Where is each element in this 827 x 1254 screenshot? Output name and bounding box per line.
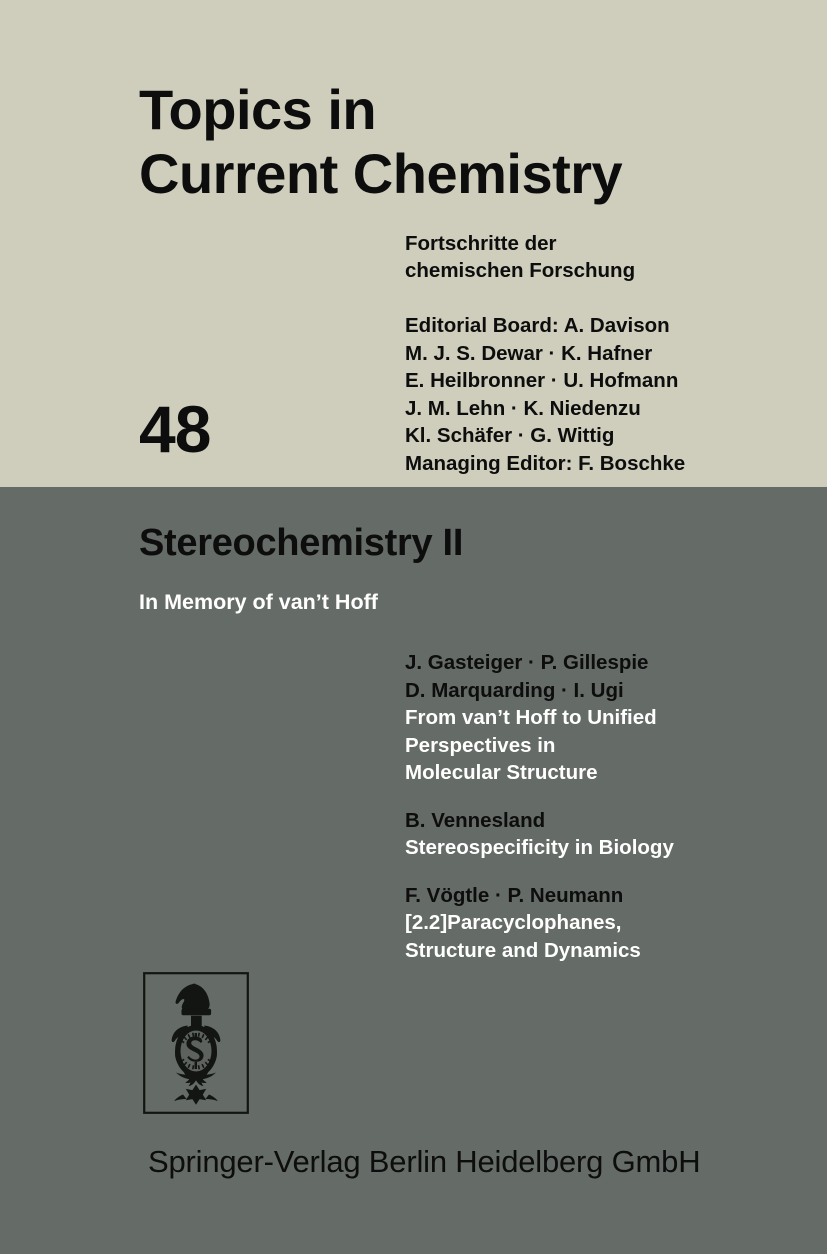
- contributions-list: [405, 649, 815, 964]
- contribution-item: [405, 649, 815, 787]
- editorial-board-line: E. Heilbronner · U. Hofmann: [405, 369, 679, 392]
- series-title: [139, 78, 799, 206]
- contribution-author-line: J. Gasteiger · P. Gillespie: [405, 651, 649, 674]
- contribution-author-line: F. Vögtle · P. Neumann: [405, 883, 624, 907]
- editorial-board-line: M. J. S. Dewar · K. Hafner: [405, 341, 653, 365]
- contribution-title: [405, 834, 815, 862]
- contribution-item: [405, 882, 815, 965]
- volume-number: 48: [139, 392, 211, 466]
- contribution-title-line: Perspectives in: [405, 733, 556, 757]
- editorial-board-line: Managing Editor: F. Boschke: [405, 451, 686, 475]
- series-german-subtitle-line-1: Fortschritte der: [405, 232, 557, 255]
- book-subtitle: In Memory of van’t Hoff: [139, 590, 378, 614]
- editorial-board-line: Editorial Board: A. Davison: [405, 314, 670, 337]
- contribution-authors: [405, 649, 815, 704]
- contribution-author-line: B. Vennesland: [405, 808, 546, 832]
- contribution-title-line: From van’t Hoff to Unified: [405, 706, 657, 729]
- contribution-title-line: [2.2]Paracyclophanes,: [405, 911, 622, 934]
- publisher-name: Springer-Verlag Berlin Heidelberg GmbH: [148, 1144, 701, 1179]
- editorial-board-line: Kl. Schäfer · G. Wittig: [405, 424, 615, 447]
- contribution-authors: [405, 807, 815, 835]
- contribution-title-line: Molecular Structure: [405, 761, 598, 784]
- contribution-item: [405, 807, 815, 862]
- contribution-title: [405, 704, 815, 787]
- series-german-subtitle-line-2: chemischen Forschung: [405, 259, 636, 282]
- editorial-board: [405, 312, 815, 477]
- contribution-author-line: D. Marquarding · I. Ugi: [405, 678, 624, 702]
- contribution-title: [405, 909, 815, 964]
- contribution-title-line: Structure and Dynamics: [405, 938, 641, 962]
- book-title: Stereochemistry II: [139, 522, 464, 564]
- series-title-line-1: Topics in: [139, 78, 377, 141]
- series-german-subtitle: [405, 230, 805, 284]
- series-title-line-2: Current Chemistry: [139, 142, 623, 205]
- contribution-authors: [405, 882, 815, 910]
- springer-knight-logo-icon: [143, 972, 249, 1114]
- editorial-board-line: J. M. Lehn · K. Niedenzu: [405, 396, 641, 420]
- contribution-title-line: Stereospecificity in Biology: [405, 836, 674, 859]
